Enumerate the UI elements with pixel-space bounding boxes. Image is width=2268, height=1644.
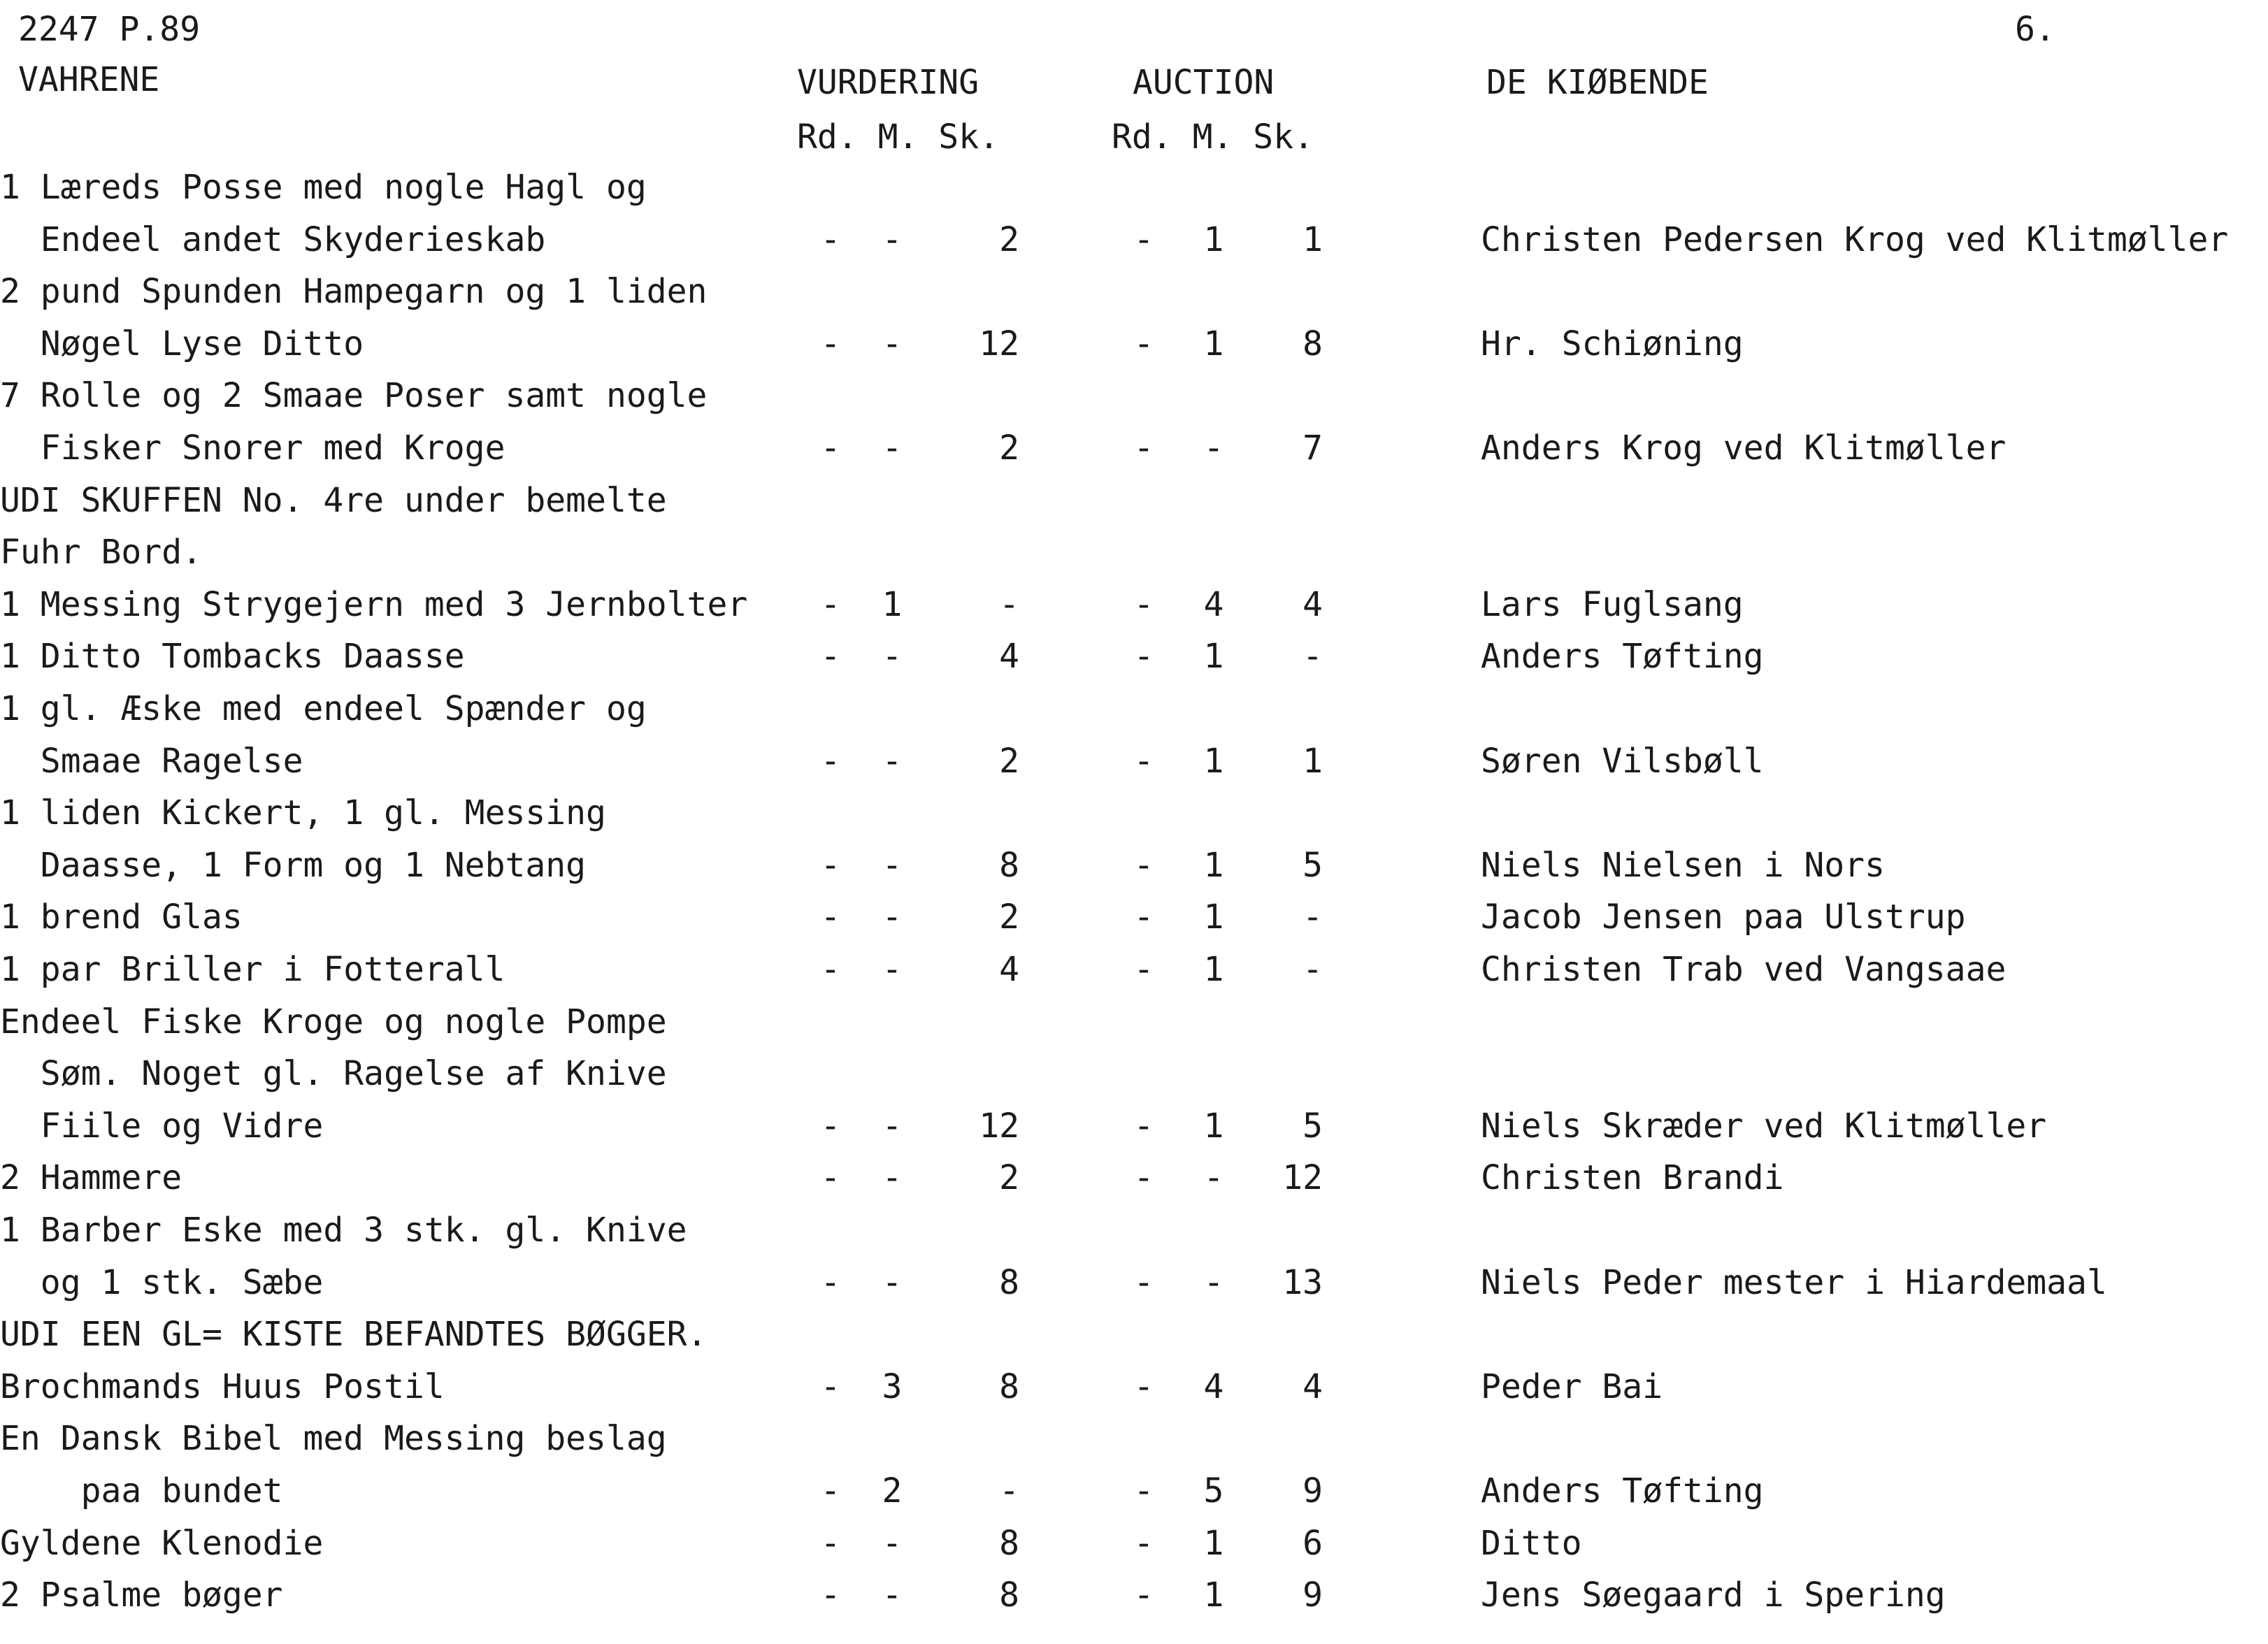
auction-sk: 7: [1302, 428, 1323, 468]
auction-rd: -: [1133, 950, 1154, 989]
auction-sk: 9: [1302, 1576, 1323, 1615]
auction-sk: 9: [1302, 1471, 1323, 1510]
auction-m: 1: [1203, 846, 1224, 885]
table-row: [0, 1054, 2268, 1099]
valuation-sk: 4: [999, 637, 1019, 676]
auction-rd: -: [1133, 585, 1154, 624]
item-description: 1 Ditto Tombacks Daasse: [0, 637, 465, 676]
item-description: Smaae Ragelse: [0, 742, 303, 781]
item-description: Gyldene Klenodie: [0, 1524, 324, 1563]
auction-m: 1: [1203, 742, 1224, 781]
auction-sk: 6: [1302, 1524, 1323, 1563]
valuation-sk: -: [999, 1471, 1019, 1510]
valuation-m: -: [882, 1263, 903, 1302]
auction-m: 1: [1203, 1576, 1224, 1615]
item-description: Daasse, 1 Form og 1 Nebtang: [0, 846, 587, 885]
auction-rd: -: [1133, 1576, 1154, 1615]
page-number: 6.: [2015, 10, 2055, 49]
valuation-m: -: [882, 428, 903, 468]
auction-rd: -: [1133, 220, 1154, 259]
auction-sk: 1: [1302, 742, 1323, 781]
valuation-m: -: [882, 1106, 903, 1146]
buyer-name: Christen Brandi: [1481, 1158, 1784, 1197]
buyer-name: Ditto: [1481, 1524, 1582, 1563]
auction-rd: -: [1133, 897, 1154, 937]
units-auction: Rd. M. Sk.: [1112, 117, 1314, 157]
table-row: [0, 1367, 2268, 1412]
auction-m: -: [1203, 1158, 1224, 1197]
valuation-sk: 8: [999, 1367, 1019, 1406]
item-description: 2 Psalme bøger: [0, 1576, 283, 1615]
item-description: Nøgel Lyse Ditto: [0, 324, 364, 363]
valuation-sk: 2: [999, 897, 1019, 937]
valuation-sk: 8: [999, 846, 1019, 885]
table-row: [0, 1263, 2268, 1308]
item-description: UDI EEN GL= KISTE BEFANDTES BØGGER.: [0, 1315, 708, 1354]
table-row: [0, 272, 2268, 317]
auction-m: 1: [1203, 637, 1224, 676]
units-valuation: Rd. M. Sk.: [797, 117, 999, 157]
valuation-sk: 2: [999, 742, 1019, 781]
valuation-m: -: [882, 742, 903, 781]
table-row: [0, 897, 2268, 942]
table-row: [0, 1578, 2268, 1620]
table-row: [0, 689, 2268, 734]
buyer-name: Christen Pedersen Krog ved Klitmøller: [1481, 220, 2229, 259]
table-row: [0, 1213, 2268, 1255]
auction-m: 1: [1203, 324, 1224, 363]
auction-m: -: [1203, 1263, 1224, 1302]
item-description: 7 Rolle og 2 Smaae Poser samt nogle: [0, 376, 708, 415]
table-row: [0, 1002, 2268, 1047]
valuation-rd: -: [820, 846, 841, 885]
valuation-rd: -: [820, 742, 841, 781]
buyer-name: Anders Tøfting: [1481, 1471, 1764, 1510]
auction-sk: 8: [1302, 324, 1323, 363]
auction-m: -: [1203, 428, 1224, 468]
valuation-sk: 2: [999, 428, 1019, 468]
valuation-rd: -: [820, 1106, 841, 1146]
auction-sk: -: [1302, 897, 1323, 937]
buyer-name: Christen Trab ved Vangsaae: [1481, 950, 2007, 989]
table-row: [0, 220, 2268, 265]
item-description: Brochmands Huus Postil: [0, 1367, 445, 1406]
auction-m: 4: [1203, 1367, 1224, 1406]
auction-sk: 4: [1302, 585, 1323, 624]
buyer-name: Lars Fuglsang: [1481, 585, 1744, 624]
item-description: 1 Barber Eske med 3 stk. gl. Knive: [0, 1211, 687, 1250]
column-header-valuation: VURDERING: [797, 63, 979, 102]
column-header-items: VAHRENE: [18, 60, 160, 99]
valuation-rd: -: [820, 1367, 841, 1406]
table-row: [0, 324, 2268, 369]
table-row: [0, 1419, 2268, 1464]
valuation-m: -: [882, 1158, 903, 1197]
document-reference: 2247 P.89: [18, 10, 201, 49]
auction-sk: 12: [1282, 1158, 1323, 1197]
item-description: 1 brend Glas: [0, 897, 243, 937]
item-description: paa bundet: [0, 1471, 283, 1510]
item-description: 1 par Briller i Fotterall: [0, 950, 505, 989]
valuation-rd: -: [820, 324, 841, 363]
table-row: [0, 585, 2268, 630]
item-description: Endeel andet Skyderieskab: [0, 220, 546, 259]
auction-rd: -: [1133, 1524, 1154, 1563]
valuation-m: 1: [882, 585, 903, 624]
valuation-sk: 8: [999, 1263, 1019, 1302]
auction-m: 4: [1203, 585, 1224, 624]
buyer-name: Anders Tøfting: [1481, 637, 1764, 676]
buyer-name: Jens Søegaard i Spering: [1481, 1576, 1946, 1615]
auction-rd: -: [1133, 428, 1154, 468]
valuation-rd: -: [820, 1471, 841, 1510]
auction-sk: 4: [1302, 1367, 1323, 1406]
table-row: [0, 168, 2268, 212]
buyer-name: Anders Krog ved Klitmøller: [1481, 428, 2007, 468]
table-row: [0, 1471, 2268, 1516]
item-description: 2 Hammere: [0, 1158, 182, 1197]
valuation-m: 2: [882, 1471, 903, 1510]
valuation-rd: -: [820, 950, 841, 989]
valuation-rd: -: [820, 1158, 841, 1197]
valuation-rd: -: [820, 428, 841, 468]
valuation-rd: -: [820, 1576, 841, 1615]
auction-sk: 13: [1282, 1263, 1323, 1302]
valuation-sk: 2: [999, 1158, 1019, 1197]
valuation-m: 3: [882, 1367, 903, 1406]
table-row: [0, 1315, 2268, 1360]
auction-sk: 1: [1302, 220, 1323, 259]
buyer-name: Niels Skræder ved Klitmøller: [1481, 1106, 2047, 1146]
valuation-m: -: [882, 324, 903, 363]
table-row: [0, 1524, 2268, 1569]
valuation-rd: -: [820, 1263, 841, 1302]
valuation-m: -: [882, 897, 903, 937]
auction-m: 1: [1203, 220, 1224, 259]
auction-rd: -: [1133, 1471, 1154, 1510]
item-description: Endeel Fiske Kroge og nogle Pompe: [0, 1002, 667, 1041]
buyer-name: Niels Peder mester i Hiardemaal: [1481, 1263, 2107, 1302]
item-description: og 1 stk. Sæbe: [0, 1263, 324, 1302]
table-row: [0, 1158, 2268, 1203]
column-header-auction: AUCTION: [1133, 63, 1275, 102]
auction-rd: -: [1133, 846, 1154, 885]
item-description: UDI SKUFFEN No. 4re under bemelte: [0, 481, 667, 520]
item-description: Fisker Snorer med Kroge: [0, 428, 505, 468]
table-row: [0, 950, 2268, 995]
auction-rd: -: [1133, 637, 1154, 676]
valuation-m: -: [882, 220, 903, 259]
auction-sk: -: [1302, 950, 1323, 989]
table-row: [0, 428, 2268, 473]
valuation-sk: -: [999, 585, 1019, 624]
buyer-name: Hr. Schiøning: [1481, 324, 1744, 363]
valuation-m: -: [882, 637, 903, 676]
valuation-sk: 8: [999, 1576, 1019, 1615]
table-row: [0, 1106, 2268, 1151]
auction-rd: -: [1133, 1106, 1154, 1146]
table-row: [0, 846, 2268, 891]
auction-sk: -: [1302, 637, 1323, 676]
buyer-name: Søren Vilsbøll: [1481, 742, 1764, 781]
auction-rd: -: [1133, 742, 1154, 781]
valuation-sk: 12: [979, 1106, 1019, 1146]
item-description: Søm. Noget gl. Ragelse af Knive: [0, 1054, 667, 1093]
item-description: Fuhr Bord.: [0, 533, 202, 572]
table-row: [0, 637, 2268, 682]
valuation-m: -: [882, 1524, 903, 1563]
table-row: [0, 793, 2268, 838]
valuation-sk: 12: [979, 324, 1019, 363]
column-header-buyers: DE KIØBENDE: [1486, 63, 1709, 102]
auction-rd: -: [1133, 324, 1154, 363]
valuation-rd: -: [820, 897, 841, 937]
valuation-rd: -: [820, 1524, 841, 1563]
auction-sk: 5: [1302, 1106, 1323, 1146]
item-description: En Dansk Bibel med Messing beslag: [0, 1419, 667, 1458]
valuation-rd: -: [820, 220, 841, 259]
table-row: [0, 744, 2268, 786]
valuation-rd: -: [820, 585, 841, 624]
buyer-name: Jacob Jensen paa Ulstrup: [1481, 897, 1966, 937]
table-row: [0, 376, 2268, 421]
auction-sk: 5: [1302, 846, 1323, 885]
valuation-sk: 8: [999, 1524, 1019, 1563]
item-description: 1 Messing Strygejern med 3 Jernbolter: [0, 585, 748, 624]
valuation-rd: -: [820, 637, 841, 676]
valuation-m: -: [882, 846, 903, 885]
valuation-m: -: [882, 950, 903, 989]
item-description: Fiile og Vidre: [0, 1106, 324, 1146]
item-description: 1 Læreds Posse med nogle Hagl og: [0, 168, 647, 207]
table-row: [0, 535, 2268, 577]
item-description: 1 liden Kickert, 1 gl. Messing: [0, 793, 606, 832]
auction-m: 1: [1203, 897, 1224, 937]
item-description: 2 pund Spunden Hampegarn og 1 liden: [0, 272, 708, 311]
valuation-sk: 4: [999, 950, 1019, 989]
buyer-name: Peder Bai: [1481, 1367, 1663, 1406]
auction-m: 5: [1203, 1471, 1224, 1510]
auction-m: 1: [1203, 1106, 1224, 1146]
auction-rd: -: [1133, 1367, 1154, 1406]
buyer-name: Niels Nielsen i Nors: [1481, 846, 1885, 885]
auction-rd: -: [1133, 1263, 1154, 1302]
auction-m: 1: [1203, 950, 1224, 989]
item-description: 1 gl. Æske med endeel Spænder og: [0, 689, 647, 728]
valuation-sk: 2: [999, 220, 1019, 259]
auction-m: 1: [1203, 1524, 1224, 1563]
valuation-m: -: [882, 1576, 903, 1615]
auction-rd: -: [1133, 1158, 1154, 1197]
table-row: [0, 481, 2268, 526]
